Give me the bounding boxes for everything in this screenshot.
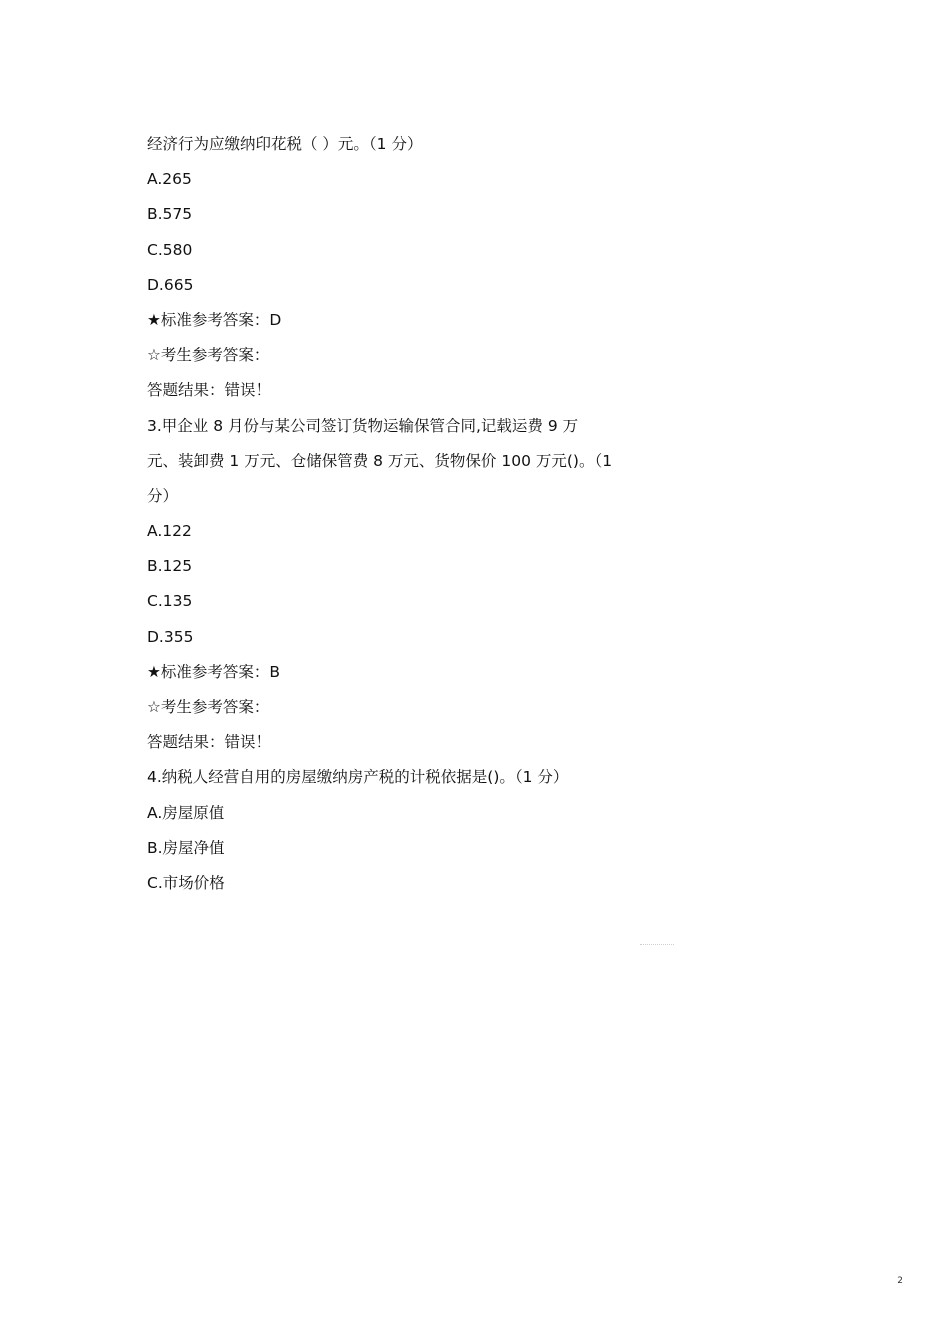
option-b: B.125: [147, 557, 193, 576]
option-b: B.房屋净值: [147, 838, 225, 857]
standard-answer: ★标准参考答案：B: [147, 662, 281, 681]
option-d: D.665: [147, 275, 194, 294]
question-3-stem: 分）: [147, 486, 179, 505]
dotted-mark: [640, 944, 674, 948]
option-d: D.355: [147, 627, 194, 646]
question-4-stem: 4.纳税人经营自用的房屋缴纳房产税的计税依据是()。（1 分）: [147, 768, 569, 787]
option-c: C.市场价格: [147, 873, 225, 892]
option-c: C.135: [147, 592, 193, 611]
student-answer: ☆考生参考答案：: [147, 698, 270, 716]
option-a: A.265: [147, 170, 192, 189]
option-a: A.房屋原值: [147, 803, 225, 822]
student-answer: ☆考生参考答案：: [147, 346, 270, 365]
question-2-stem-tail: 经济行为应缴纳印花税（ ）元。（1 分）: [147, 135, 423, 153]
option-b: B.575: [147, 205, 193, 224]
question-3-stem: 3.甲企业 8 月份与某公司签订货物运输保管合同,记载运费 9 万: [147, 416, 579, 435]
option-a: A.122: [147, 522, 192, 541]
question-3-stem: 元、装卸费 1 万元、仓储保管费 8 万元、货物保价 100 万元()。（1: [147, 451, 613, 470]
answer-result: 答题结果：错误！: [147, 381, 272, 400]
page-number: 2: [897, 1276, 903, 1286]
option-c: C.580: [147, 240, 193, 259]
standard-answer: ★标准参考答案：D: [147, 310, 282, 329]
answer-result: 答题结果：错误！: [147, 733, 272, 752]
question-content: [147, 129, 617, 903]
